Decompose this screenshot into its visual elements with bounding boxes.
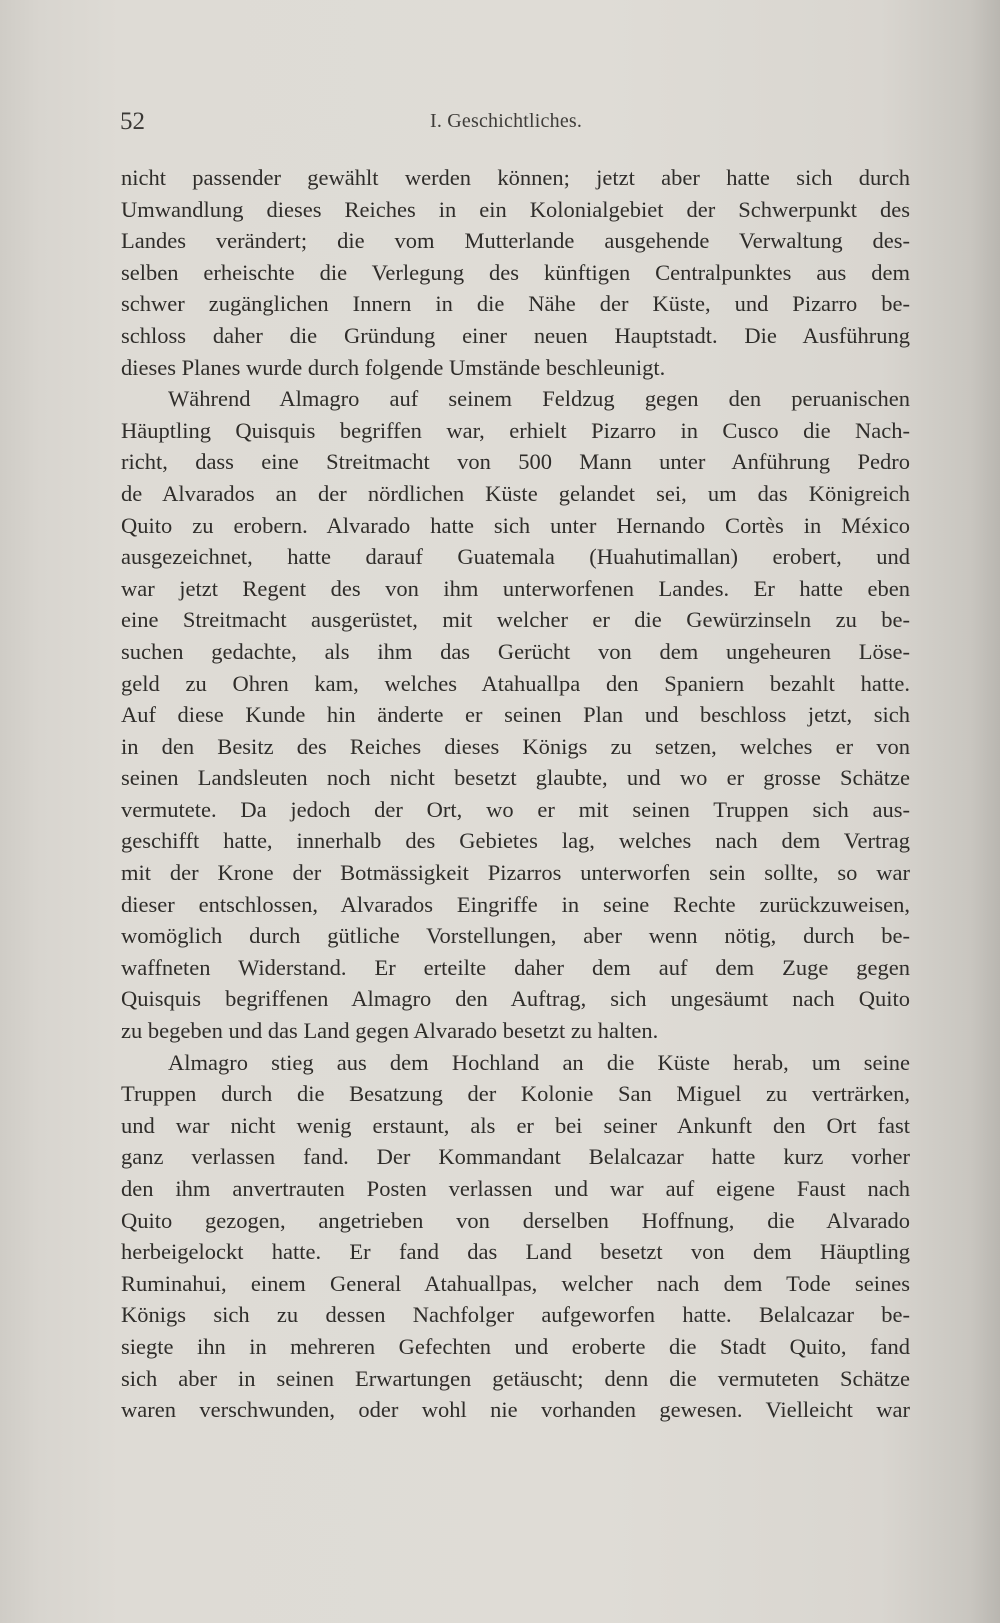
text-line: und war nicht wenig erstaunt, als er bei seiner Ankunft den Ort fast bbox=[121, 1112, 910, 1138]
text-line: sich aber in seinen Erwartungen getäuscht; denn die vermuteten Schätze bbox=[121, 1365, 910, 1391]
text-line: schloss daher die Gründung einer neuen Hauptstadt. Die Ausführung bbox=[121, 322, 910, 348]
text-line: Truppen durch die Besatzung der Kolonie San Miguel zu verträrken, bbox=[121, 1081, 910, 1107]
text-line: ausgezeichnet, hatte darauf Guatemala (Huahutimallan) erobert, und bbox=[121, 544, 910, 570]
text-line: selben erheischte die Verlegung des künftigen Centralpunktes aus dem bbox=[121, 259, 910, 285]
text-line: dieser entschlossen, Alvarados Eingriffe in seine Rechte zurückzuweisen, bbox=[121, 891, 910, 917]
running-head: I. Geschichtliches. bbox=[430, 110, 583, 132]
text-line: geschifft hatte, innerhalb des Gebietes lag, welches nach dem Vertrag bbox=[121, 828, 910, 854]
text-line: zu begeben und das Land gegen Alvarado besetzt zu halten. bbox=[121, 1018, 659, 1044]
text-line: womöglich durch gütliche Vorstellungen, aber wenn nötig, durch be- bbox=[121, 923, 910, 949]
text-line: herbeigelockt hatte. Er fand das Land besetzt von dem Häuptling bbox=[121, 1239, 910, 1265]
body-text bbox=[121, 162, 910, 1426]
text-line: den ihm anvertrauten Posten verlassen und war auf eigene Faust nach bbox=[121, 1176, 910, 1201]
text-line: Ruminahui, einem General Atahuallpas, welcher nach dem Tode seines bbox=[121, 1270, 910, 1296]
text-line: Häuptling Quisquis begriffen war, erhielt Pizarro in Cusco die Nach- bbox=[121, 417, 910, 443]
text-line: seinen Landsleuten noch nicht besetzt glaubte, und wo er grosse Schätze bbox=[121, 765, 910, 791]
text-line: waffneten Widerstand. Er erteilte daher dem auf dem Zuge gegen bbox=[121, 954, 910, 980]
text-line: Auf diese Kunde hin änderte er seinen Plan und beschloss jetzt, sich bbox=[121, 702, 910, 728]
text-line: Quito zu erobern. Alvarado hatte sich unter Hernando Cortès in México bbox=[121, 512, 910, 538]
text-line: mit der Krone der Botmässigkeit Pizarros unterworfen sein sollte, so war bbox=[121, 860, 910, 886]
text-line: Umwandlung dieses Reiches in ein Kolonialgebiet der Schwerpunkt des bbox=[121, 196, 910, 222]
text-line: schwer zugänglichen Innern in die Nähe der Küste, und Pizarro be- bbox=[121, 291, 910, 317]
text-line: de Alvarados an der nördlichen Küste gelandet sei, um das Königreich bbox=[121, 480, 910, 506]
text-line: waren verschwunden, oder wohl nie vorhanden gewesen. Vielleicht war bbox=[121, 1397, 910, 1423]
text-line: siegte ihn in mehreren Gefechten und eroberte die Stadt Quito, fand bbox=[121, 1333, 910, 1359]
text-line: richt, dass eine Streitmacht von 500 Mann unter Anführung Pedro bbox=[121, 449, 910, 475]
page-header bbox=[120, 108, 910, 142]
text-line: Almagro stieg aus dem Hochland an die Küste herab, um seine bbox=[168, 1049, 910, 1075]
text-line: Während Almagro auf seinem Feldzug gegen den peruanischen bbox=[168, 386, 910, 412]
text-line: eine Streitmacht ausgerüstet, mit welcher er die Gewürzinseln zu be- bbox=[121, 607, 910, 633]
text-line: Königs sich zu dessen Nachfolger aufgeworfen hatte. Belalcazar be- bbox=[121, 1302, 910, 1328]
text-line: dieses Planes wurde durch folgende Umstände beschleunigt. bbox=[121, 354, 666, 380]
text-line: Landes verändert; die vom Mutterlande ausgehende Verwaltung des- bbox=[121, 228, 910, 254]
text-line: ganz verlassen fand. Der Kommandant Belalcazar hatte kurz vorher bbox=[121, 1144, 910, 1170]
text-line: vermutete. Da jedoch der Ort, wo er mit seinen Truppen sich aus- bbox=[121, 796, 910, 822]
page-number: 52 bbox=[120, 108, 145, 135]
text-line: suchen gedachte, als ihm das Gerücht von dem ungeheuren Löse- bbox=[121, 638, 910, 664]
text-line: Quito gezogen, angetrieben von derselben Hoffnung, die Alvarado bbox=[121, 1207, 910, 1233]
text-line: geld zu Ohren kam, welches Atahuallpa den Spaniern bezahlt hatte. bbox=[121, 670, 910, 696]
text-line: nicht passender gewählt werden können; jetzt aber hatte sich durch bbox=[121, 165, 910, 190]
text-line: in den Besitz des Reiches dieses Königs zu setzen, welches er von bbox=[121, 733, 910, 759]
text-line: war jetzt Regent des von ihm unterworfenen Landes. Er hatte eben bbox=[121, 575, 910, 601]
text-line: Quisquis begriffenen Almagro den Auftrag, sich ungesäumt nach Quito bbox=[121, 986, 910, 1012]
